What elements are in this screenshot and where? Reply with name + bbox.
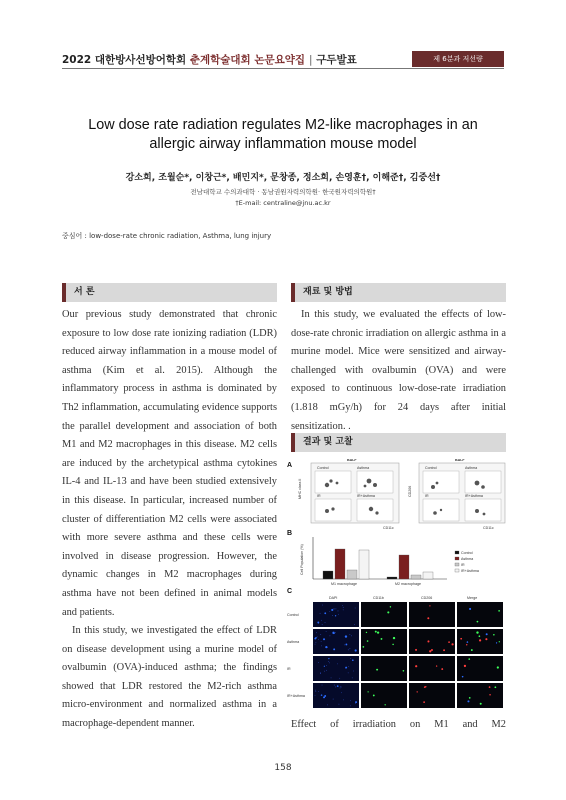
stain-dot xyxy=(460,638,462,640)
stain-dot xyxy=(385,704,386,705)
stain-dot xyxy=(497,666,499,668)
flow-right-label-asthma: Asthma xyxy=(465,466,478,470)
nucleus-dot xyxy=(320,634,321,635)
nucleus-dot xyxy=(322,605,323,606)
nucleus-dot xyxy=(315,691,316,692)
title-line-2: allergic airway inflammation mouse model xyxy=(149,136,417,152)
stain-dot xyxy=(468,658,470,660)
bar-m1-ir-asthma xyxy=(359,550,369,579)
nucleus-dot xyxy=(315,695,316,696)
nucleus-dot xyxy=(341,692,342,693)
stain-dot xyxy=(489,694,491,696)
stain-dot xyxy=(479,639,481,641)
stain-dot xyxy=(325,646,327,648)
nucleus-dot xyxy=(334,609,335,610)
flow-plot-2 xyxy=(357,471,393,493)
nucleus-dot xyxy=(315,644,316,645)
nucleus-dot xyxy=(332,615,333,616)
flow-left-label-ir: IR xyxy=(317,494,321,498)
stain-image-grid xyxy=(313,602,503,708)
stain-dot xyxy=(496,642,497,643)
stain-dot xyxy=(314,638,316,640)
stain-dot xyxy=(467,700,469,702)
nucleus-dot xyxy=(340,688,341,689)
stain-dot xyxy=(362,646,364,648)
stain-dot xyxy=(448,641,450,643)
contact-email: †E-mail: centraline@jnu.ac.kr xyxy=(235,199,331,207)
stain-dot xyxy=(494,686,496,688)
legend-label-control: Control xyxy=(461,551,473,555)
stain-dot xyxy=(392,644,394,646)
nucleus-dot xyxy=(329,611,330,612)
stain-row-labels xyxy=(287,613,305,698)
nucleus-dot xyxy=(321,645,322,646)
stain-dot xyxy=(464,665,466,667)
header-accent: 춘계학술대회 논문요약집 xyxy=(189,54,306,66)
stain-dot xyxy=(337,685,339,687)
nucleus-dot xyxy=(338,614,339,615)
nucleus-dot xyxy=(326,631,327,632)
nucleus-dot xyxy=(340,686,341,687)
results-heading: 결과 및 고찰 xyxy=(291,433,506,452)
flow-right-label-ir: IR xyxy=(425,494,429,498)
stain-row-ir-asthma: IR+Asthma xyxy=(287,694,305,698)
bar-group-m1-label: M1 macrophage xyxy=(331,582,357,586)
stain-tile xyxy=(361,602,407,627)
stain-col-merge: Merge xyxy=(467,596,478,600)
nucleus-dot xyxy=(315,642,316,643)
stain-dot xyxy=(381,638,383,640)
nucleus-dot xyxy=(349,634,350,635)
flow-right-label-ir-asthma: IR+Asthma xyxy=(465,494,483,498)
stain-dot xyxy=(367,691,368,692)
balf-label-left: BALF xyxy=(347,459,357,462)
figure-caption: Effect of irradiation on M1 and M2 xyxy=(291,719,506,730)
stain-dot xyxy=(403,670,405,672)
intro-body xyxy=(62,306,277,734)
nucleus-dot xyxy=(331,677,332,678)
panel-c-label: C xyxy=(287,588,293,595)
bar-m2-ir-asthma xyxy=(423,572,433,579)
stain-dot xyxy=(498,610,500,612)
header-divider xyxy=(62,68,504,69)
stain-row-asthma: Asthma xyxy=(287,640,300,644)
bar-m1-asthma xyxy=(335,549,345,579)
keywords: 중심어 : low-dose-rate chronic radiation, Asthma, lung injury xyxy=(62,232,272,240)
nucleus-dot xyxy=(327,705,328,706)
stain-dot xyxy=(467,641,469,643)
stain-dot xyxy=(323,638,325,640)
nucleus-dot xyxy=(348,666,349,667)
header-separator: | xyxy=(308,54,313,66)
section-badge: 제 6분과 저선량 xyxy=(412,51,504,67)
stain-dot xyxy=(486,633,488,635)
stain-col-cd206: CD206 xyxy=(421,596,433,600)
nucleus-dot xyxy=(318,662,319,663)
stain-dot xyxy=(375,631,377,633)
legend-label-ir-asthma: IR+Asthma xyxy=(461,569,479,573)
nucleus-dot xyxy=(322,624,323,625)
panel-a-label: A xyxy=(287,462,293,469)
stain-col-dapi: DAPI xyxy=(329,596,338,600)
stain-tile xyxy=(409,602,455,627)
nucleus-dot xyxy=(326,670,327,671)
stain-dot xyxy=(323,696,325,698)
stain-dot xyxy=(345,644,347,646)
stain-dot xyxy=(321,694,323,696)
stain-dot xyxy=(331,609,333,611)
nucleus-dot xyxy=(327,647,328,648)
stain-dot xyxy=(415,665,417,667)
stain-dot xyxy=(485,638,487,640)
nucleus-dot xyxy=(337,663,338,664)
stain-row-ir: IR xyxy=(287,667,291,671)
nucleus-dot xyxy=(333,699,334,700)
stain-dot xyxy=(335,615,336,616)
stain-dot xyxy=(373,695,375,697)
nucleus-dot xyxy=(341,687,342,688)
bar-m2-control xyxy=(387,577,397,579)
stain-tile xyxy=(313,683,359,708)
stain-dot xyxy=(377,631,379,633)
stain-dot xyxy=(469,697,471,699)
affiliation: 전남대학교 수의과대학 · 동남권원자력의학원· 한국원자력의학원† xyxy=(190,188,376,196)
legend-label-ir: IR xyxy=(461,563,465,567)
nucleus-dot xyxy=(348,672,349,673)
bar-m1-ir xyxy=(347,570,357,579)
nucleus-dot xyxy=(318,691,319,692)
methods-heading: 재료 및 방법 xyxy=(291,283,506,302)
nucleus-dot xyxy=(350,658,351,659)
flow-left-label-control: Control xyxy=(317,466,329,470)
stain-dot xyxy=(479,635,481,637)
nucleus-dot xyxy=(333,608,334,609)
stain-dot xyxy=(376,669,378,671)
stain-dot xyxy=(441,668,443,670)
nucleus-dot xyxy=(321,620,322,621)
stain-tile xyxy=(457,602,503,627)
stain-dot xyxy=(390,606,391,607)
nucleus-dot xyxy=(350,705,351,706)
bar-m2-asthma xyxy=(399,555,409,579)
stain-dot xyxy=(462,676,464,678)
stain-tile xyxy=(361,683,407,708)
stain-col-cd11b: CD11b xyxy=(373,596,384,600)
legend-swatch-asthma xyxy=(455,557,459,560)
stain-dot xyxy=(352,659,354,661)
methods-body xyxy=(291,306,506,436)
bar-m1-control xyxy=(323,571,333,579)
nucleus-dot xyxy=(344,644,345,645)
axis-mhc-label: MHC class II xyxy=(298,478,302,499)
nucleus-dot xyxy=(348,649,349,650)
stain-dot xyxy=(499,641,500,642)
legend-swatch-control xyxy=(455,551,459,554)
nucleus-dot xyxy=(352,678,353,679)
nucleus-dot xyxy=(330,635,331,636)
nucleus-dot xyxy=(343,607,344,608)
nucleus-dot xyxy=(318,623,319,624)
nucleus-dot xyxy=(315,690,316,691)
flow-left-label-asthma: Asthma xyxy=(357,466,370,470)
nucleus-dot xyxy=(355,608,356,609)
nucleus-dot xyxy=(343,699,344,700)
stain-tile xyxy=(313,602,359,627)
nucleus-dot xyxy=(345,668,346,669)
stain-row-control: Control xyxy=(287,613,299,617)
stain-tile xyxy=(457,656,503,681)
nucleus-dot xyxy=(322,685,323,686)
legend-label-asthma: Asthma xyxy=(461,557,474,561)
stain-dot xyxy=(415,649,417,651)
stain-dot xyxy=(424,686,426,688)
stain-dot xyxy=(429,605,430,606)
header-prefix: 2022 대한방사선방어학회 xyxy=(62,54,187,66)
stain-dot xyxy=(355,701,357,703)
stain-dot xyxy=(345,635,347,637)
stain-dot xyxy=(423,701,425,703)
nucleus-dot xyxy=(320,613,321,614)
flow-plot-6 xyxy=(465,471,501,493)
nucleus-dot xyxy=(354,624,355,625)
nucleus-dot xyxy=(336,609,337,610)
stain-dot xyxy=(477,621,479,623)
stain-dot xyxy=(466,644,467,645)
nucleus-dot xyxy=(325,622,326,623)
stain-dot xyxy=(366,632,367,633)
bar-group-m2-label: M2 macrophage xyxy=(395,582,421,586)
stain-dot xyxy=(480,703,482,705)
stain-tile xyxy=(409,683,455,708)
flow-group-cd206 xyxy=(408,459,505,530)
stain-dot xyxy=(427,617,429,619)
flow-right-label-control: Control xyxy=(425,466,437,470)
methods-paragraph: In this study, we evaluated the effects of low-dose-rate chronic irradiation on allergic asthma in a murine model. Mice were sensitized and airway-challenged with ovalbumin (OVA) and were exposed to continuous low-dose-rate irradiation (1.818 mGy/h) for 24 days after initial sensitization. . xyxy=(291,309,506,432)
bar-y-label: Cell Population (%) xyxy=(300,544,304,575)
stain-dot xyxy=(355,649,357,651)
nucleus-dot xyxy=(339,704,340,705)
bar-chart xyxy=(300,537,479,586)
nucleus-dot xyxy=(335,632,336,633)
stain-dot xyxy=(451,643,453,645)
stain-tile xyxy=(457,629,503,654)
stain-dot xyxy=(469,608,471,610)
intro-paragraph-1: Our previous study demonstrated that chronic exposure to low dose rate ionizing radiation (LDR) reduced airway inflammation in a mouse model of asthma (Kim et al. 2015). Although the inflammatory process in asthma is dominated by Th2 inflammation, accumulating evidence supports the parallel development and association of both M1 and M2 macrophages in this disease. M2 cells are induced by the archetypical asthma cytokines IL-4 and IL-13 and have been studied extensively in this disease. In particular, increased number of cluster of differentiation M2 cells were associated with more severe asthma and these cells were involved in disease progression. However, the dynamic changes in M2 macrophages during asthma have not been defined in animal models and patients. xyxy=(62,309,277,618)
panel-b-label: B xyxy=(287,530,293,537)
nucleus-dot xyxy=(326,665,327,666)
flow-plot-1 xyxy=(315,471,351,493)
nucleus-dot xyxy=(320,672,321,673)
running-header xyxy=(62,52,357,67)
stain-dot xyxy=(431,649,433,651)
nucleus-dot xyxy=(316,632,317,633)
balf-label-right: BALF xyxy=(455,459,465,462)
nucleus-dot xyxy=(339,678,340,679)
nucleus-dot xyxy=(349,648,350,649)
nucleus-dot xyxy=(328,661,329,662)
nucleus-dot xyxy=(355,703,356,704)
axis-cd11c-left: CD11c xyxy=(383,526,394,530)
stain-dot xyxy=(324,612,326,614)
nucleus-dot xyxy=(353,671,354,672)
stain-tile xyxy=(313,629,359,654)
paper-title xyxy=(70,116,496,154)
stain-tile xyxy=(361,656,407,681)
nucleus-dot xyxy=(324,671,325,672)
nucleus-dot xyxy=(321,641,322,642)
axis-cd11c-right: CD11c xyxy=(483,526,494,530)
stain-dot xyxy=(471,649,473,651)
header-suffix: 구두발표 xyxy=(316,54,357,66)
stain-tile xyxy=(409,656,455,681)
figure-svg xyxy=(287,459,506,711)
page-number: 158 xyxy=(274,763,292,773)
title-line-1: Low dose rate radiation regulates M2-like macrophages in an xyxy=(88,117,478,133)
legend-swatch-ir-asthma xyxy=(455,569,459,572)
stain-dot xyxy=(493,634,495,636)
nucleus-dot xyxy=(334,685,335,686)
stain-dot xyxy=(436,665,437,666)
stain-headers xyxy=(329,596,477,600)
flow-plot-4 xyxy=(357,499,393,521)
legend-swatch-ir xyxy=(455,563,459,566)
flow-plot-5 xyxy=(423,471,459,493)
stain-dot xyxy=(333,648,335,650)
nucleus-dot xyxy=(329,662,330,663)
stain-dot xyxy=(367,640,369,642)
nucleus-dot xyxy=(317,636,318,637)
stain-dot xyxy=(387,611,389,613)
stain-dot xyxy=(417,691,418,692)
flow-group-mhc xyxy=(298,459,399,530)
author-list: 강소희, 조월순*, 이창근*, 배민지*, 문창종, 정소희, 손영훈†, 이해준†, 김중선† xyxy=(125,173,441,183)
stain-dot xyxy=(328,658,329,659)
axis-cd206-label: CD206 xyxy=(408,485,412,497)
nucleus-dot xyxy=(338,611,339,612)
flow-plot-8 xyxy=(465,499,501,521)
intro-heading: 서 론 xyxy=(62,283,277,302)
stain-dot xyxy=(427,640,429,642)
results-figure xyxy=(287,459,506,711)
nucleus-dot xyxy=(343,609,344,610)
stain-dot xyxy=(429,650,431,652)
stain-dot xyxy=(489,686,491,688)
nucleus-dot xyxy=(350,700,351,701)
nucleus-dot xyxy=(334,633,335,634)
intro-paragraph-2: In this study, we investigated the effect of LDR on disease development using a murine model of ovalbumin (OVA)-induced asthma; the findings showed that LDR restored the M2-rich asthma micro-environment and normalized asthma in a macrophage-dependent manner. xyxy=(62,625,277,730)
stain-dot xyxy=(443,649,445,651)
nucleus-dot xyxy=(351,635,352,636)
stain-dot xyxy=(476,631,478,633)
nucleus-dot xyxy=(318,639,319,640)
flow-left-label-ir-asthma: IR+Asthma xyxy=(357,494,375,498)
stain-dot xyxy=(393,637,395,639)
stain-dot xyxy=(324,666,325,667)
bar-legend xyxy=(455,551,479,573)
bar-m2-ir xyxy=(411,575,421,579)
nucleus-dot xyxy=(342,605,343,606)
nucleus-dot xyxy=(335,687,336,688)
